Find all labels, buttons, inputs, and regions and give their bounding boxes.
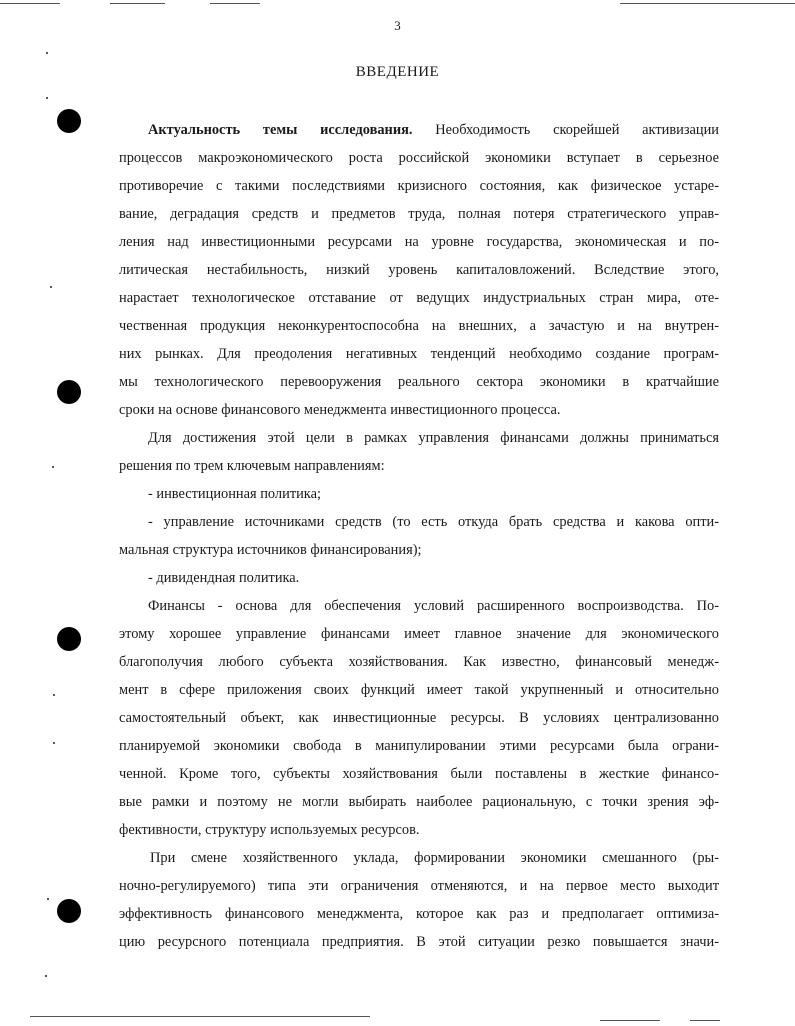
text-line: нарастает технологическое отставание от ведущих индустриальных стран мира, оте-: [119, 290, 719, 306]
text-line: процессов макроэкономического роста российской экономики вступает в серьезное: [119, 150, 719, 166]
top-scan-edge: [210, 3, 260, 4]
text-line: благополучия любого субъекта хозяйствования. Как известно, финансовый менедж-: [119, 654, 719, 670]
scan-speck: [50, 286, 52, 288]
text-line-content: Необходимость скорейшей активизации: [412, 122, 720, 138]
text-line: цию ресурсного потенциала предприятия. В этой ситуации резко повышается значи-: [119, 934, 719, 950]
scan-speck: [52, 466, 54, 468]
bottom-scan-edge: [690, 1020, 720, 1021]
scan-speck: [47, 898, 49, 900]
text-line: этому хорошее управление финансами имеет главное значение для экономического: [119, 626, 719, 642]
list-item: - управление источниками средств (то есть откуда брать средства и какова опти-: [148, 514, 719, 530]
text-line: мент в сфере приложения своих функций имеет такой укрупненный и относительно: [119, 682, 719, 698]
binder-hole: [57, 109, 81, 133]
binder-hole: [57, 899, 81, 923]
text-line: решения по трем ключевым направлениям:: [119, 458, 385, 474]
text-line: ления над инвестиционными ресурсами на уровне государства, экономическая и по-: [119, 234, 719, 250]
binder-hole: [57, 627, 81, 651]
page-title: ВВЕДЕНИЕ: [355, 64, 440, 80]
scan-speck: [53, 742, 55, 744]
text-line: эффективность финансового менеджмента, которое как раз и предполагает оптимиза-: [119, 906, 719, 922]
text-line: ночно-регулируемого) типа эти ограничения отменяются, и на первое место выходит: [119, 878, 719, 894]
page-number: 3: [394, 18, 401, 33]
text-line: планируемой экономики свобода в манипулировании этими ресурсами была ограни-: [119, 738, 719, 754]
text-line: ченной. Кроме того, субъекты хозяйствования были поставлены в жесткие финансо-: [119, 766, 719, 782]
text-line: мальная структура источников финансирования);: [119, 542, 422, 558]
top-scan-edge: [620, 3, 795, 4]
text-line: сроки на основе финансового менеджмента инвестиционного процесса.: [119, 402, 561, 418]
top-scan-edge: [0, 3, 60, 4]
text-line: Финансы - основа для обеспечения условий расширенного воспроизводства. По-: [148, 598, 719, 614]
list-item: - инвестиционная политика;: [148, 486, 321, 502]
text-line: Для достижения этой цели в рамках управления финансами должны приниматься: [148, 430, 719, 446]
text-line: самостоятельный объект, как инвестиционные ресурсы. В условиях централизованно: [119, 710, 719, 726]
bottom-scan-edge: [30, 1016, 370, 1017]
scan-speck: [45, 975, 47, 977]
text-line: мы технологического перевооружения реального сектора экономики в кратчайшие: [119, 374, 719, 390]
scan-speck: [53, 694, 55, 696]
text-line: чественная продукция неконкурентоспособна на внешних, а зачастую и на внутрен-: [119, 318, 719, 334]
intro-heading: Актуальность темы исследования.: [148, 122, 413, 138]
bottom-scan-edge: [600, 1020, 660, 1021]
text-line: них рынках. Для преодоления негативных тенденций необходимо создание програм-: [119, 346, 719, 362]
top-scan-edge: [110, 3, 165, 4]
text-line: противоречие с такими последствиями кризисного состояния, как физическое устаре-: [119, 178, 719, 194]
text-line: При смене хозяйственного уклада, формировании экономики смешанного (ры-: [150, 850, 719, 866]
binder-hole: [57, 380, 81, 404]
scan-speck: [46, 52, 48, 54]
list-item: - дивидендная политика.: [148, 570, 300, 586]
text-line: литическая нестабильность, низкий уровень капиталовложений. Вследствие этого,: [119, 262, 719, 278]
text-line: вание, деградация средств и предметов труда, полная потеря стратегического управ-: [119, 206, 719, 222]
text-line: фективности, структуру используемых ресурсов.: [119, 822, 420, 838]
scan-speck: [46, 97, 48, 99]
text-line: [148, 117, 719, 145]
text-line: вые рамки и поэтому не могли выбирать наиболее рациональную, с точки зрения эф-: [119, 794, 719, 810]
